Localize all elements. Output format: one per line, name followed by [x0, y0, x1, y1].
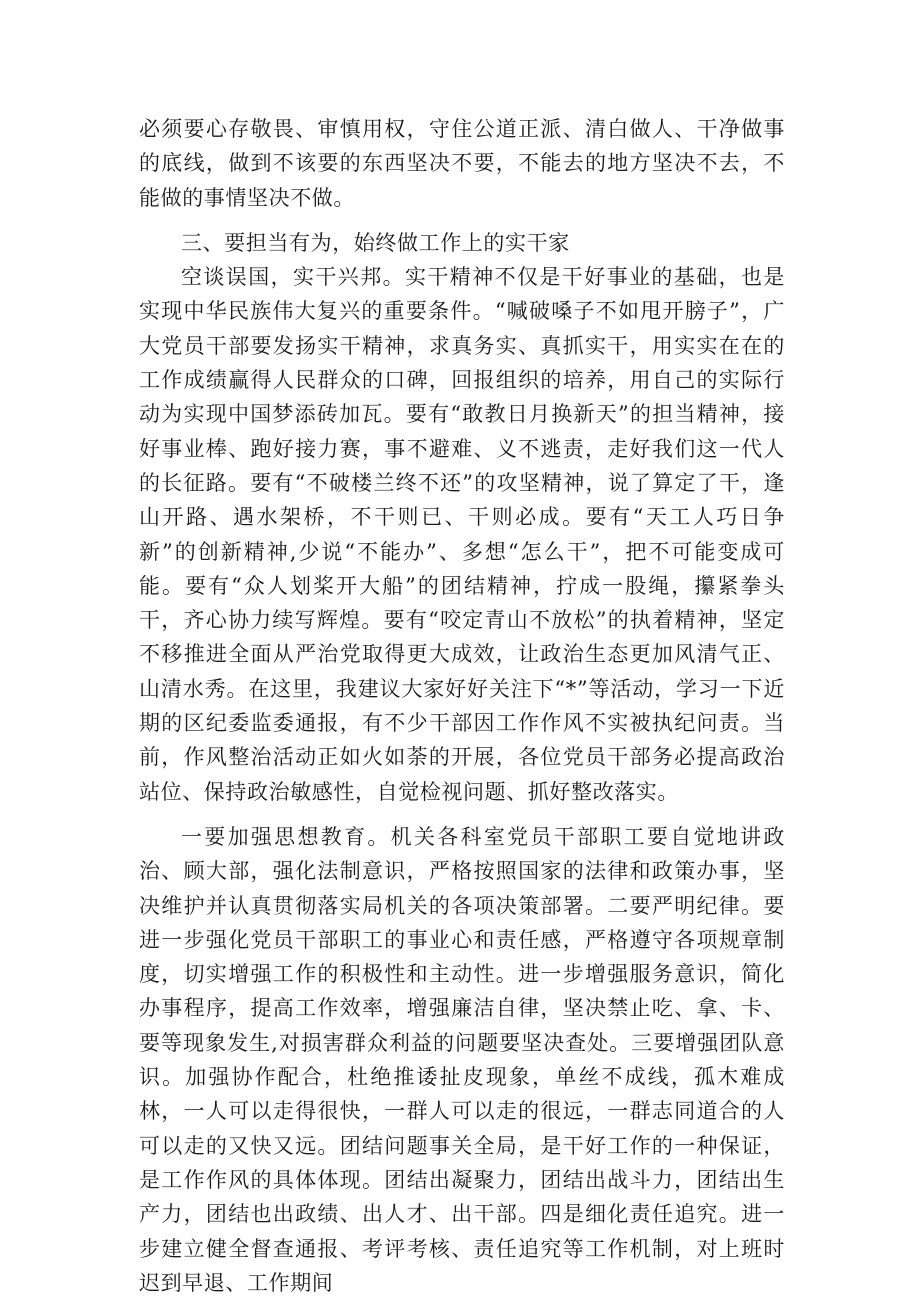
paragraph-work-requirements: 一要加强思想教育。机关各科室党员干部职工要自觉地讲政治、顾大部，强化法制意识，严格按照国家的法律和政策办事，坚决维护并认真贯彻落实局机关的各项决策部署。二要严明纪律。要进一步强化党员干部职工的事业心和责任感，严格遵守各项规章制度，切实增强工作的积极性和主动性。进一步增强服务意识，简化办事程序，提高工作效率，增强廉洁自律，坚决禁止吃、拿、卡、要等现象发生,对损害群众利益的问题要坚决查处。三要增强团队意识。加强协作配合，杜绝推诿扯皮现象，单丝不成线，孤木难成林，一人可以走得很快，一群人可以走的很远，一群志同道合的人可以走的又快又远。团结问题事关全局，是干好工作的一种保证，是工作作风的具体体现。团结出凝聚力，团结出战斗力，团结出生产力，团结也出政绩、出人才、出干部。四是细化责任追究。进一步建立健全督查通报、考评考核、责任追究等工作机制，对上班时迟到早退、工作期间	[139, 824, 785, 1295]
paragraph-continuation: 必须要心存敬畏、审慎用权，守住公道正派、清白做人、干净做事的底线，做到不该要的东西坚决不要，不能去的地方坚决不去，不能做的事情坚决不做。	[139, 117, 785, 210]
section-heading: 三、要担当有为，始终做工作上的实干家	[181, 230, 570, 255]
paragraph-practical-spirit: 空谈误国，实干兴邦。实干精神不仅是干好事业的基础，也是实现中华民族伟大复兴的重要条件。“喊破嗓子不如甩开膀子”，广大党员干部要发扬实干精神，求真务实、真抓实干，用实实在在的工作成绩赢得人民群众的口碑，回报组织的培养，用自己的实际行动为实现中国梦添砖加瓦。要有“敢教日月换新天”的担当精神，接好事业棒、跑好接力赛，事不避难、义不逃责，走好我们这一代人的长征路。要有“不破楼兰终不还”的攻坚精神，说了算定了干，逢山开路、遇水架桥，不干则已、干则必成。要有“天工人巧日争新”的创新精神,少说“不能办”、多想“怎么干”，把不可能变成可能。要有“众人划桨开大船”的团结精神，拧成一股绳，攥紧拳头干，齐心协力续写辉煌。要有“咬定青山不放松”的执着精神，坚定不移推进全面从严治党取得更大成效，让政治生态更加风清气正、山清水秀。在这里，我建议大家好好关注下“*”等活动，学习一下近期的区纪委监委通报，有不少干部因工作作风不实被执纪问责。当前，作风整治活动正如火如荼的开展，各位党员干部务必提高政治站位、保持政治敏感性，自觉检视问题、抓好整改落实。	[139, 265, 785, 804]
document-body	[139, 112, 785, 1300]
